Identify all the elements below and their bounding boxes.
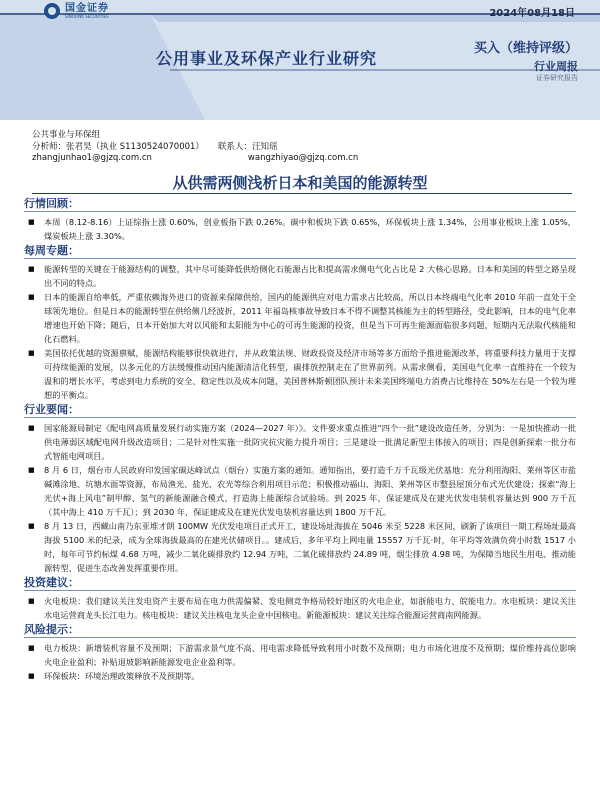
section-divider	[24, 637, 576, 638]
report-type: 行业周报	[534, 60, 578, 73]
bullet-text: 8 月 6 日，烟台市人民政府印发国家碳达峰试点（烟台）实施方案的通知。通知指出，要打造千万千瓦级光伏基地：充分利用海阳、莱州等区市盐碱滩涂地、坑塘水面等资源，布局渔光、盐光、农光等综合利用项目示范；积极推动福山、海阳、莱州等区市整县屋顶分布式光伏建设；探索“海上光伏+海上风电”制甲醇、氢气的新能源融合模式，打造海上能源综合试验场。到 2025 年，保证建成及在建光伏发电装机容量达到 900 万千瓦（其中海上 410 万千瓦）；到 2030 年，保证建成及在建光伏发电装机容量达到 1800 万千瓦。	[44, 465, 576, 517]
document-title: 从供需两侧浅析日本和美国的能源转型	[172, 174, 428, 192]
bullet-item	[24, 346, 576, 402]
logo-mark-icon	[44, 3, 60, 19]
section-heading: 每周专题：	[24, 244, 79, 257]
section-heading: 风险提示：	[24, 623, 79, 636]
bullet-item	[24, 519, 576, 575]
bullet-item	[24, 421, 576, 463]
contact-label: 联系人：	[217, 141, 252, 152]
bullet-text: 国家能源局制定《配电网高质量发展行动实施方案（2024—2027 年）》。文件要求重点推进“四个一批”建设改造任务，分别为：一是加快推动一批供电薄弱区域配电网升级改造项目；二是针对性实施一批防灾抗灾能力提升项目；三是建设一批满足新型主体接入的项目；四是创新探索一批分布式智能电网项目。	[44, 423, 576, 461]
contact-name: 汪知瑶	[251, 141, 278, 152]
analyst-email[interactable]: zhangjunhao1@gjzq.com.cn	[32, 153, 152, 163]
logo-name: 国金证券	[65, 2, 109, 14]
bullet-square-icon: ■	[28, 672, 35, 680]
bullet-square-icon: ■	[28, 522, 35, 530]
section-heading: 行业要闻：	[24, 403, 79, 416]
report-body	[24, 196, 576, 683]
bullet-item	[24, 262, 576, 290]
bullet-text: 8 月 13 日，西藏山南乃东亚堆才朗 100MW 光伏发电项目正式开工，建设场址海拔在 5046 米至 5228 米区间，刷新了该项目一期工程场址最高海拔 5100 米的纪录，成为全球海拔最高的在建光伏储项目。。建成后，多年平均上网电量 15557 万千瓦·时，年平均等效满负荷小时数 1517 小时，每年可节约标煤 4.68 万吨，减少二氧化碳排放约 12.94 万吨，二氧化硫排放约 24.89 吨，烟尘排放 4.98 吨，为保障当地民生用电、推动能源转型、促进生态改善发挥重要作用。	[44, 521, 576, 573]
report-series-title: 公用事业及环保产业行业研究	[156, 49, 378, 68]
bullet-item	[24, 215, 576, 243]
report-section	[24, 575, 576, 622]
author-info	[32, 130, 358, 165]
report-date: 2024年08月18日	[489, 8, 575, 19]
report-section	[24, 402, 576, 575]
bullet-text: 本周（8.12-8.16）上证综指上涨 0.60%，创业板指下跌 0.26%。碳中和板块下跌 0.65%，环保板块上涨 1.34%，公用事业板块上涨 1.05%，煤炭板块上涨 3.30%。	[44, 217, 576, 241]
section-heading: 行情回顾：	[24, 197, 79, 210]
bullet-square-icon: ■	[28, 424, 35, 432]
bullet-item	[24, 669, 576, 683]
bullet-square-icon: ■	[28, 597, 35, 605]
bullet-item	[24, 641, 576, 669]
section-heading: 投资建议：	[24, 576, 79, 589]
contact-email[interactable]: wangzhiyao@gjzq.com.cn	[247, 153, 359, 163]
analyst-name: 张君昊（执业 S1130524070001）	[66, 141, 204, 152]
company-logo	[44, 3, 109, 19]
bullet-text: 环保板块：环境治理政策释放不及预期等。	[44, 671, 200, 681]
bullet-item	[24, 463, 576, 519]
bullet-item	[24, 290, 576, 346]
section-divider	[24, 258, 576, 259]
industry-group: 公共事业与环保组	[32, 130, 101, 140]
bullet-text: 美国依托优越的资源禀赋，能源结构能够很快就进行，并从政策法规、财政投资及经济市场等多方面给予推进能源改革，将重要科技力量用于支撑可持续能源的发展，以多元化的方法缓慢推动国内能源清洁化转型，碳排放控制走在了世界前列。从需求侧看，美国电气化率一直维持在一个较为温和的增长水平，考虑到电力系统的安全、稳定性以及成本问题，美国普林斯顿团队预计未来美国终端电力消费占比维持在 50%左右是一个较为理想的平衡点。	[44, 348, 576, 400]
bullet-text: 电力板块：新增装机容量不及预期；下游需求景气度不高、用电需求降低导致利用小时数不及预期；电力市场化进度不及预期；煤价维持高位影响火电企业盈利；补贴退坡影响新能源发电企业盈利等。	[44, 643, 576, 667]
report-section	[24, 243, 576, 402]
bullet-text: 能源转型的关键在于能源结构的调整，其中尽可能降低供给侧化石能源占比和提高需求侧电气化占比是 2 大核心思路。日本和美国的转型之路呈现出不同的特点。	[44, 264, 576, 288]
report-section	[24, 622, 576, 683]
section-divider	[24, 417, 576, 418]
report-section	[24, 196, 576, 243]
report-category: 证券研究报告	[536, 74, 578, 82]
bullet-square-icon: ■	[28, 466, 35, 474]
title-divider	[32, 193, 572, 194]
bullet-square-icon: ■	[28, 349, 35, 357]
bullet-square-icon: ■	[28, 218, 35, 226]
report-header	[0, 0, 600, 120]
section-divider	[24, 590, 576, 591]
bullet-text: 日本的能源自给率低，严重依赖海外进口的资源来保障供给，国内的能源供应对电力需求占比较高，所以日本终端电气化率 2010 年前一直处于全球领先地位。但是日本的能源转型在供给侧几经波折，2011 年福岛核事故导致日本不得不调整其核能为主的转型路径，受此影响，日本的电气化率增速也开始下降；随后，日本开始加大对以风能和太阳能为中心的可再生能源的投资，但是当下可再生能源面临很多问题，短期内无法取代核能和化石燃料。	[44, 292, 576, 344]
bullet-square-icon: ■	[28, 644, 35, 652]
analyst-label: 分析师：	[32, 141, 67, 152]
logo-name-en: SINOLINK SECURITIES	[65, 13, 109, 19]
bullet-item	[24, 594, 576, 622]
bullet-square-icon: ■	[28, 293, 35, 301]
rating-badge: 买入（维持评级）	[473, 41, 578, 56]
bullet-square-icon: ■	[28, 265, 35, 273]
bullet-text: 火电板块：我们建议关注发电资产主要布局在电力供需偏紧、发电侧竞争格局较好地区的火电企业，如浙能电力、皖能电力。水电板块：建议关注水电运营商龙头长江电力。核电板块：建议关注核电龙头企业中国核电。新能源板块：建议关注综合能源运营商南网能源。	[44, 596, 576, 620]
section-divider	[24, 211, 576, 212]
